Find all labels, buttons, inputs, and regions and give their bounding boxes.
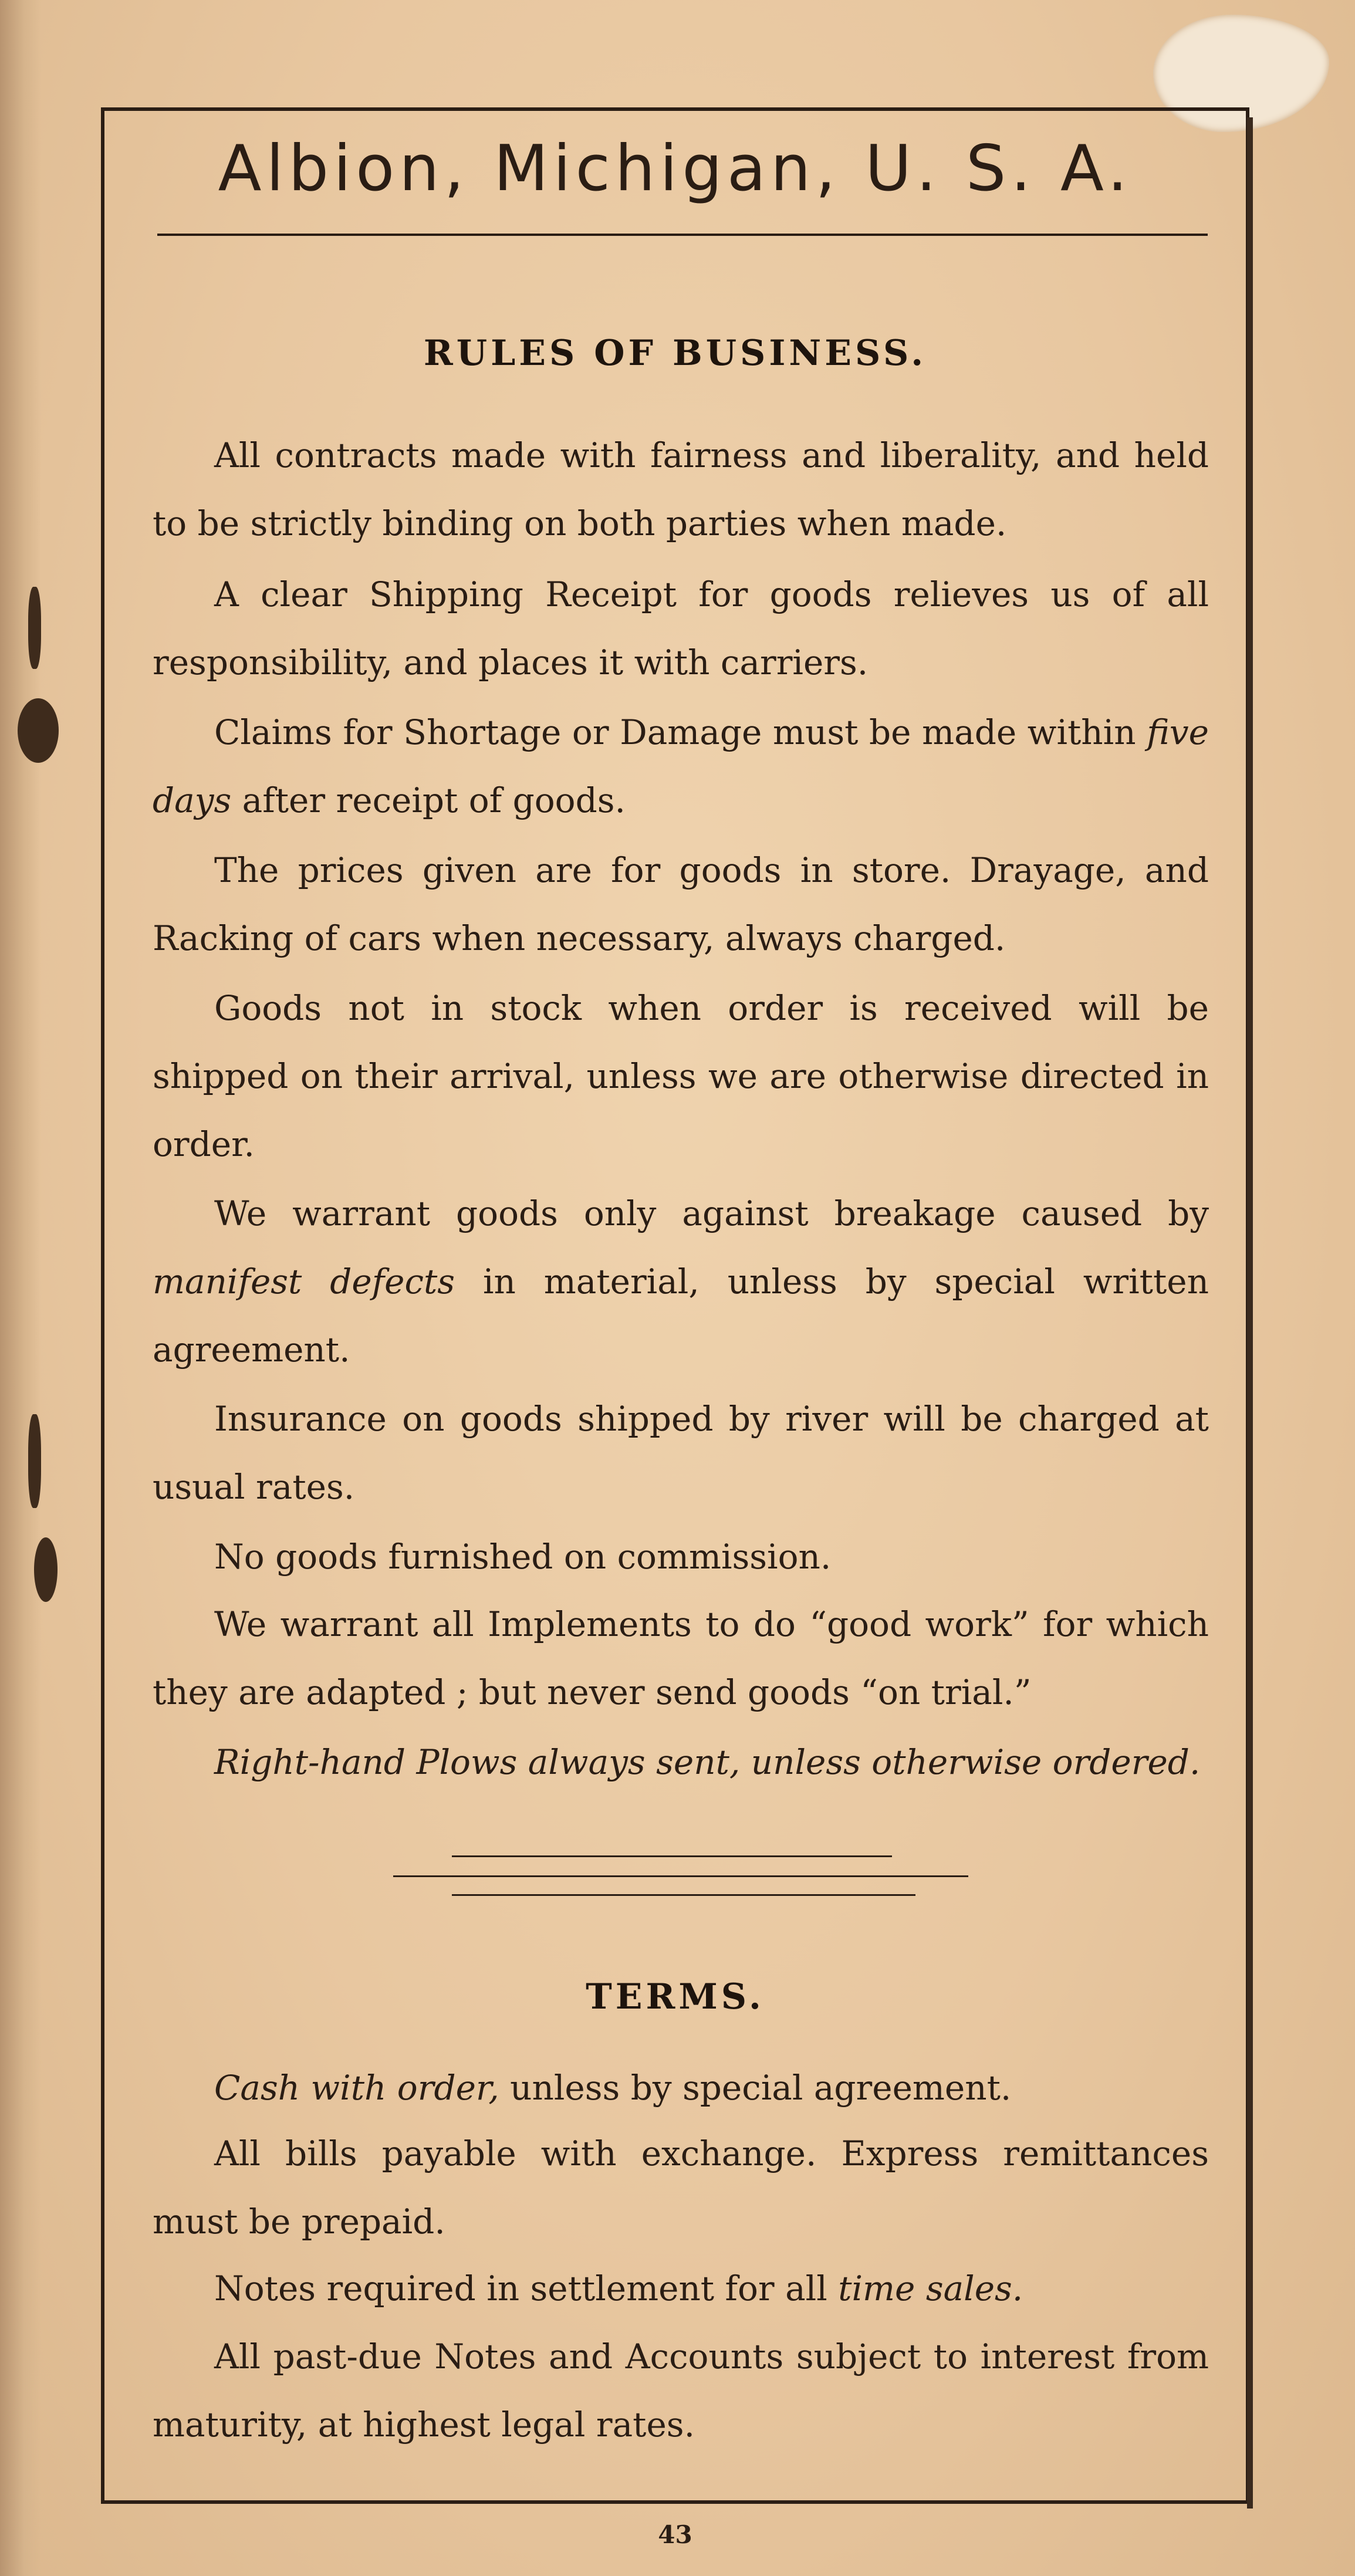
terms-text: unless by special agreement. — [499, 2068, 1012, 2108]
rule-emphasis: five days — [153, 712, 1209, 820]
rule-emphasis: manifest defects — [153, 1262, 455, 1301]
separator-rule — [393, 1875, 968, 1877]
frame-shadow — [1247, 117, 1253, 2509]
rules-heading: RULES OF BUSINESS. — [423, 333, 927, 374]
rule-text: All contracts made with fairness and liberality, and held to be strictly binding on both parties when made. — [153, 435, 1209, 543]
terms-emphasis: Cash with order, — [214, 2068, 499, 2108]
terms-text: All past-due Notes and Accounts subject to interest from maturity, at highest legal rates. — [153, 2337, 1209, 2445]
rule-text: We warrant goods only against breakage caused by — [214, 1194, 1209, 1233]
binding-hole — [34, 1537, 58, 1602]
rule-emphasis: Right-hand Plows always sent, unless otherwise ordered. — [214, 1742, 1201, 1782]
binding-edge — [0, 0, 41, 2576]
rule-paragraph — [153, 836, 1209, 972]
rule-paragraph — [153, 1385, 1209, 1521]
rule-text: in material, unless by special written agreement. — [153, 1262, 1209, 1370]
rule-text: A clear Shipping Receipt for goods relieves us of all responsibility, and places it with carriers. — [153, 574, 1209, 682]
terms-paragraph — [153, 2323, 1209, 2459]
rule-paragraph — [153, 560, 1209, 697]
rule-text: Goods not in stock when order is received will be shipped on their arrival, unless we are otherwise directed in order. — [153, 988, 1209, 1164]
rule-text: We warrant all Implements to do “good work” for which they are adapted ; but never send goods “on trial.” — [153, 1604, 1209, 1712]
page-number: 43 — [658, 2520, 692, 2549]
rule-text: No goods furnished on commission. — [214, 1537, 832, 1577]
rule-paragraph — [153, 698, 1209, 834]
rule-text: Insurance on goods shipped by river will be charged at usual rates. — [153, 1399, 1209, 1507]
rule-paragraph — [153, 1728, 1209, 1796]
rule-paragraph — [153, 974, 1209, 1178]
terms-paragraph — [153, 2054, 1209, 2122]
terms-heading: TERMS. — [586, 1976, 765, 2017]
terms-text: Notes required in settlement for all — [214, 2269, 839, 2308]
rule-text: Claims for Shortage or Damage must be made within — [214, 712, 1147, 752]
separator-rule — [452, 1855, 892, 1857]
terms-paragraph — [153, 2254, 1209, 2323]
page-header-title: Albion, Michigan, U. S. A. — [218, 132, 1133, 205]
binding-hole — [18, 698, 59, 763]
rule-paragraph — [153, 1179, 1209, 1384]
rule-paragraph — [153, 421, 1209, 557]
rule-paragraph — [153, 1523, 1209, 1591]
terms-emphasis: time sales. — [838, 2269, 1023, 2308]
binding-hole — [28, 1414, 41, 1508]
separator-rule — [452, 1894, 915, 1896]
terms-text: All bills payable with exchange. Express remittances must be prepaid. — [153, 2134, 1209, 2242]
rule-text: after receipt of goods. — [231, 780, 626, 820]
terms-paragraph — [153, 2119, 1209, 2256]
header-rule — [157, 234, 1208, 236]
rule-text: The prices given are for goods in store. Drayage, and Racking of cars when necessary, always charged. — [153, 850, 1209, 958]
binding-hole — [28, 587, 41, 669]
rule-paragraph — [153, 1590, 1209, 1726]
